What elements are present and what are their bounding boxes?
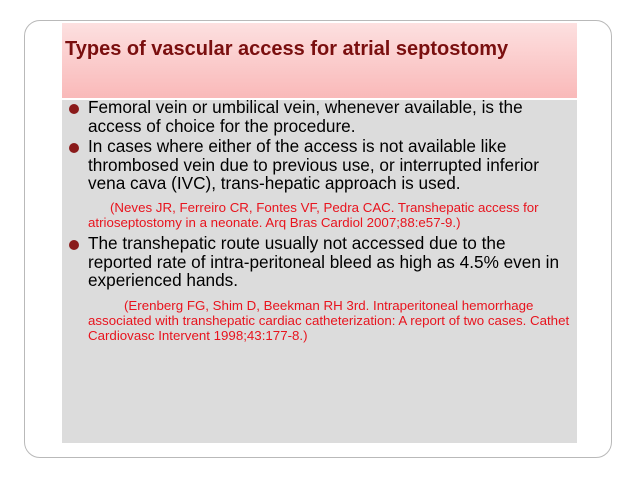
bullet-dot-icon <box>69 104 79 114</box>
slide-title: Types of vascular access for atrial septostomy <box>65 38 509 60</box>
citation <box>67 200 573 231</box>
title-bar <box>62 23 577 100</box>
citation <box>67 298 573 344</box>
citation-text: (Erenberg FG, Shim D, Beekman RH 3rd. Intraperitoneal hemorrhage associated with transhepatic cardiac catheterization: A report of two cases. Cathet Cardiovasc Intervent 1998;43:177-8.) <box>88 297 570 344</box>
slide-content <box>62 23 577 443</box>
bullet-item <box>67 234 573 290</box>
bullet-dot-icon <box>69 240 79 250</box>
bullet-item <box>67 98 573 135</box>
bullet-text: Femoral vein or umbilical vein, whenever available, is the access of choice for the procedure. <box>88 97 523 136</box>
bullet-item <box>67 137 573 193</box>
bullet-text: In cases where either of the access is not available like thrombosed vein due to previous use, or interrupted inferior vena cava (IVC), trans-hepatic approach is used. <box>88 136 539 193</box>
citation-text: (Neves JR, Ferreiro CR, Fontes VF, Pedra CAC. Transhepatic access for atrioseptostomy in a neonate. Arq Bras Cardiol 2007;88:e57-9.) <box>88 199 539 230</box>
bullet-text: The transhepatic route usually not accessed due to the reported rate of intra-peritoneal bleed as high as 4.5% even in experienced hands. <box>88 233 560 291</box>
bullet-dot-icon <box>69 143 79 153</box>
body-text <box>67 96 573 343</box>
